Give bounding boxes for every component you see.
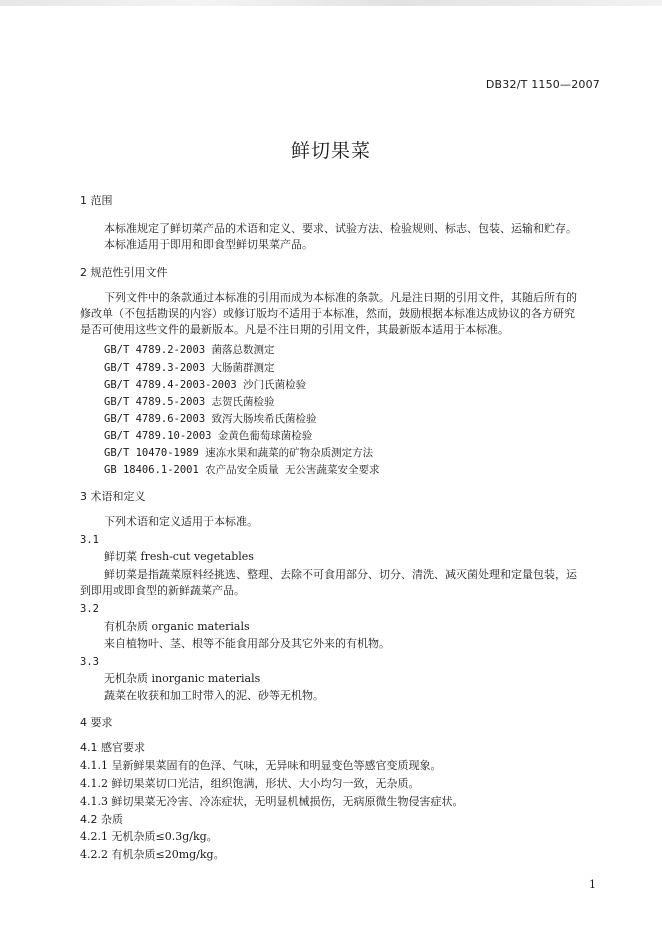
term-name: 有机杂质 organic materials bbox=[104, 620, 250, 633]
subsection-heading: 4.2 杂质 bbox=[80, 813, 123, 826]
section-2-paragraph: 修改单（不包括勘误的内容）或修订版均不适用于本标准，然而，鼓励根据本标准达成协议的各方研究 bbox=[80, 307, 575, 320]
reference-item: GB/T 4789.5-2003 志贺氏菌检验 bbox=[104, 396, 275, 408]
reference-item: GB/T 4789.10-2003 金黄色葡萄球菌检验 bbox=[104, 430, 313, 442]
term-definition: 鲜切菜是指蔬菜原料经挑选、整理、去除不可食用部分、切分、清洗、减灭菌处理和定量包装，运 bbox=[104, 568, 577, 581]
section-1-heading: 1 范围 bbox=[80, 194, 113, 207]
section-4-heading: 4 要求 bbox=[80, 716, 113, 729]
term-number: 3.2 bbox=[80, 603, 99, 615]
term-number: 3.3 bbox=[80, 656, 99, 668]
requirement-item: 4.1.3 鲜切果菜无冷害、冷冻症状，无明显机械损伤，无病原微生物侵害症状。 bbox=[80, 795, 464, 808]
page-number: 1 bbox=[589, 878, 596, 891]
term-name: 无机杂质 inorganic materials bbox=[104, 672, 261, 685]
term-definition: 来自植物叶、茎、根等不能食用部分及其它外来的有机物。 bbox=[104, 637, 390, 650]
section-3-heading: 3 术语和定义 bbox=[80, 490, 146, 503]
reference-item: GB/T 4789.3-2003 大肠菌群测定 bbox=[104, 362, 275, 374]
reference-item: GB 18406.1-2001 农产品安全质量 无公害蔬菜安全要求 bbox=[104, 464, 380, 476]
requirement-item: 4.1.1 呈新鲜果菜固有的色泽、气味，无异味和明显变色等感官变质现象。 bbox=[80, 759, 442, 772]
reference-item: GB/T 4789.2-2003 菌落总数测定 bbox=[104, 344, 275, 356]
section-2-paragraph: 下列文件中的条款通过本标准的引用而成为本标准的条款。凡是注日期的引用文件，其随后所有的 bbox=[104, 291, 577, 304]
section-1-paragraph: 本标准适用于即用和即食型鲜切果菜产品。 bbox=[104, 238, 313, 251]
term-definition: 到即用或即食型的新鲜蔬菜产品。 bbox=[80, 584, 245, 597]
reference-item: GB/T 10470-1989 速冻水果和蔬菜的矿物杂质测定方法 bbox=[104, 447, 374, 459]
requirement-item: 4.2.1 无机杂质≤0.3g/kg。 bbox=[80, 830, 218, 843]
section-2-heading: 2 规范性引用文件 bbox=[80, 266, 168, 279]
reference-item: GB/T 4789.6-2003 致泻大肠埃希氏菌检验 bbox=[104, 413, 317, 425]
document-id: DB32/T 1150—2007 bbox=[485, 78, 600, 91]
term-number: 3.1 bbox=[80, 534, 99, 546]
subsection-heading: 4.1 感官要求 bbox=[80, 741, 145, 754]
section-2-paragraph: 是否可使用这些文件的最新版本。凡是不注日期的引用文件，其最新版本适用于本标准。 bbox=[80, 323, 509, 336]
requirement-item: 4.2.2 有机杂质≤20mg/kg。 bbox=[80, 848, 225, 861]
term-name: 鲜切菜 fresh-cut vegetables bbox=[104, 550, 254, 563]
document-title: 鲜切果菜 bbox=[290, 140, 371, 162]
term-definition: 蔬菜在收获和加工时带入的泥、砂等无机物。 bbox=[104, 689, 324, 702]
scan-edge bbox=[0, 0, 662, 6]
section-3-intro: 下列术语和定义适用于本标准。 bbox=[104, 515, 258, 528]
section-1-paragraph: 本标准规定了鲜切菜产品的术语和定义、要求、试验方法、检验规则、标志、包装、运输和贮存。 bbox=[104, 222, 577, 235]
requirement-item: 4.1.2 鲜切果菜切口光洁，组织饱满，形状、大小均匀一致，无杂质。 bbox=[80, 777, 420, 790]
reference-item: GB/T 4789.4-2003-2003 沙门氏菌检验 bbox=[104, 379, 307, 391]
